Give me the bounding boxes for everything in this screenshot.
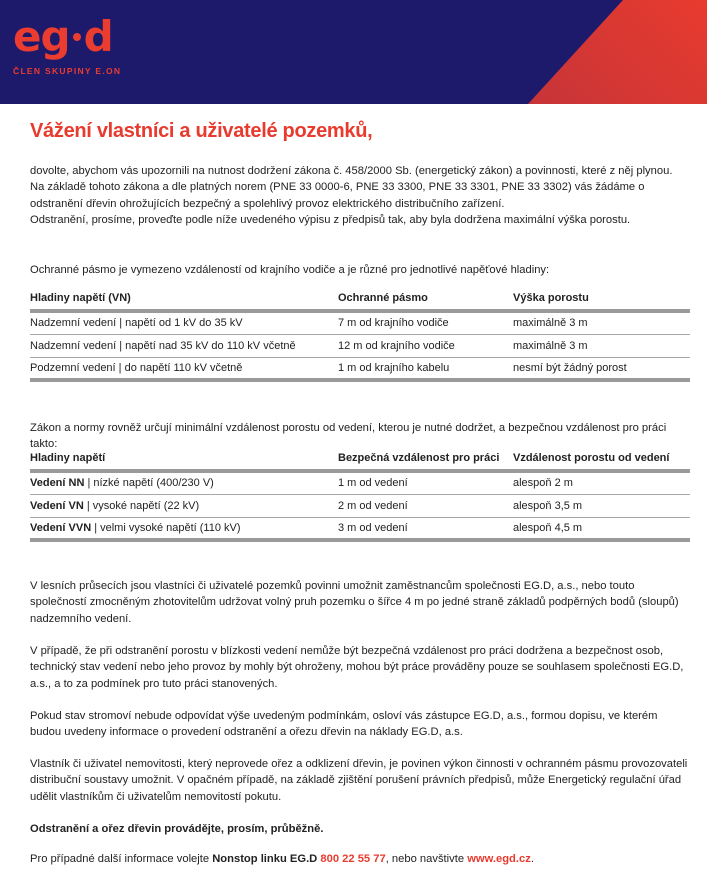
table-cell: Podzemní vedení | do napětí 110 kV včetně (30, 357, 338, 380)
logo-text-right: d (83, 12, 113, 61)
hotline-phone-link[interactable]: 800 22 55 77 (320, 853, 386, 865)
table-cell: maximálně 3 m (513, 334, 690, 357)
table-header-row (30, 287, 690, 311)
column-header: Výška porostu (513, 287, 690, 311)
website-link[interactable]: www.egd.cz (467, 853, 531, 865)
table-cell: alespoň 2 m (513, 471, 690, 494)
table-cell: 1 m od krajního kabelu (338, 357, 513, 380)
column-header: Bezpečná vzdálenost pro práci (338, 447, 513, 471)
table-cell (30, 517, 338, 540)
table-cell: 1 m od vedení (338, 471, 513, 494)
table-cell: Nadzemní vedení | napětí nad 35 kV do 110 kV včetně (30, 334, 338, 357)
voltage-level-desc: | nízké napětí (400/230 V) (84, 477, 214, 490)
table-row (30, 517, 690, 540)
contact-middle: , nebo navštivte (385, 853, 468, 865)
table-header-row (30, 447, 690, 471)
intro-line-1: dovolte, abychom vás upozornili na nutnost dodržení zákona č. 458/2000 Sb. (energetický zákon) a povinnosti, které z něj plynou. (30, 165, 673, 177)
voltage-level-desc: | velmi vysoké napětí (110 kV) (91, 521, 241, 534)
bold-note: Odstranění a ořez dřevin provádějte, prosím, průběžně. (30, 823, 324, 835)
column-header: Ochranné pásmo (338, 287, 513, 311)
contact-suffix: . (530, 853, 534, 865)
intro-text (30, 163, 690, 228)
logo-dot-icon (73, 33, 81, 41)
logo-mark (13, 12, 121, 61)
intro-line-3: Odstranění, prosíme, proveďte podle níže uvedeného výpisu z předpisů tak, aby byla dodržena maximální výška porostu. (30, 213, 631, 226)
header-banner (0, 0, 707, 104)
page-title: Vážení vlastníci a uživatelé pozemků, (30, 120, 373, 142)
table-row (30, 311, 690, 334)
intro-line-2: Na základě tohoto zákona a dle platných norem (PNE 33 0000-6, PNE 33 3300, PNE 33 3301, PNE 33 3302) vás žádáme o odstranění dřevin ohrožujících bezpečný a spolehlivý provoz elektrického distribučního zařízení. (30, 181, 645, 210)
paragraph-forest-clearings: V lesních průsecích jsou vlastníci či uživatelé pozemků povinni umožnit zaměstnancům společnosti EG.D, a.s., nebo touto společností zmocněným zhotovitelům udržovat volný pruh pozemku o šířce 4 m po jedné straně základů podpěrných bodů (sloupů) nadzemního vedení. (30, 580, 679, 625)
table-cell: maximálně 3 m (513, 311, 690, 334)
table1-intro: Ochranné pásmo je vymezeno vzdáleností od krajního vodiče a je různé pro jednotlivé napěťové hladiny: (30, 264, 550, 276)
table-cell (30, 471, 338, 494)
paragraph-owner-obligation: Vlastník či uživatel nemovitosti, který neprovede ořez a odklizení dřevin, je povinen výkon činnosti v ochranném pásmu provozovateli distribuční soustavy umožnit. V opačném případě, na základě zjištění porušení právních předpisů, může Energetický regulační úřad udělit vlastníkům či uživatelům nemovitostí pokutu. (30, 758, 688, 803)
voltage-level-name: Vedení VVN (30, 521, 92, 534)
table-row (30, 494, 690, 517)
table-cell: alespoň 4,5 m (513, 517, 690, 540)
table-cell: Nadzemní vedení | napětí od 1 kV do 35 kV (30, 311, 338, 334)
table-cell: 2 m od vedení (338, 494, 513, 517)
column-header: Hladiny napětí (VN) (30, 287, 338, 311)
table-row (30, 357, 690, 380)
table-cell: nesmí být žádný porost (513, 357, 690, 380)
safe-distance-table (30, 447, 690, 542)
egd-logo (13, 12, 122, 76)
protection-zone-table (30, 287, 690, 382)
column-header: Hladiny napětí (30, 447, 338, 471)
table-cell (30, 494, 338, 517)
logo-text-left: eg (13, 12, 70, 61)
hotline-label: Nonstop linku EG.D (212, 853, 318, 865)
contact-prefix: Pro případné další informace volejte (30, 853, 213, 865)
table-cell: alespoň 3,5 m (513, 494, 690, 517)
table-cell: 12 m od krajního vodiče (338, 334, 513, 357)
logo-subtitle: ČLEN SKUPINY E.ON (13, 66, 122, 76)
table2-intro: Zákon a normy rovněž určují minimální vzdálenost porostu od vedení, kterou je nutné dodržet, a bezpečnou vzdálenost pro práci takto: (30, 422, 667, 451)
voltage-level-name: Vedení VN (30, 499, 84, 512)
voltage-level-desc: | vysoké napětí (22 kV) (83, 499, 200, 512)
paragraph-safety-conditions: V případě, že při odstranění porostu v blízkosti vedení nemůže být bezpečná vzdálenost pro práci dodržena a bezpečnost osob, technický stav vedení nebo jeho provoz by mohly být ohroženy, mohou být práce prováděny pouze se souhlasem společnosti EG.D, a.s., a to za podmínek pro tuto práci stanovených. (30, 645, 684, 690)
paragraph-tree-condition: Pokud stav stromoví nebude odpovídat výše uvedeným podmínkám, osloví vás zástupce EG.D, a.s., formou dopisu, ve kterém budou uvedeny informace o provedení odstranění a ořezu dřevin na náklady EG.D, a.s. (30, 710, 658, 739)
contact-line (30, 851, 690, 867)
table-cell: 7 m od krajního vodiče (338, 311, 513, 334)
table-row (30, 471, 690, 494)
table-cell: 3 m od vedení (338, 517, 513, 540)
column-header: Vzdálenost porostu od vedení (513, 447, 690, 471)
table-row (30, 334, 690, 357)
voltage-level-name: Vedení NN (30, 477, 85, 490)
